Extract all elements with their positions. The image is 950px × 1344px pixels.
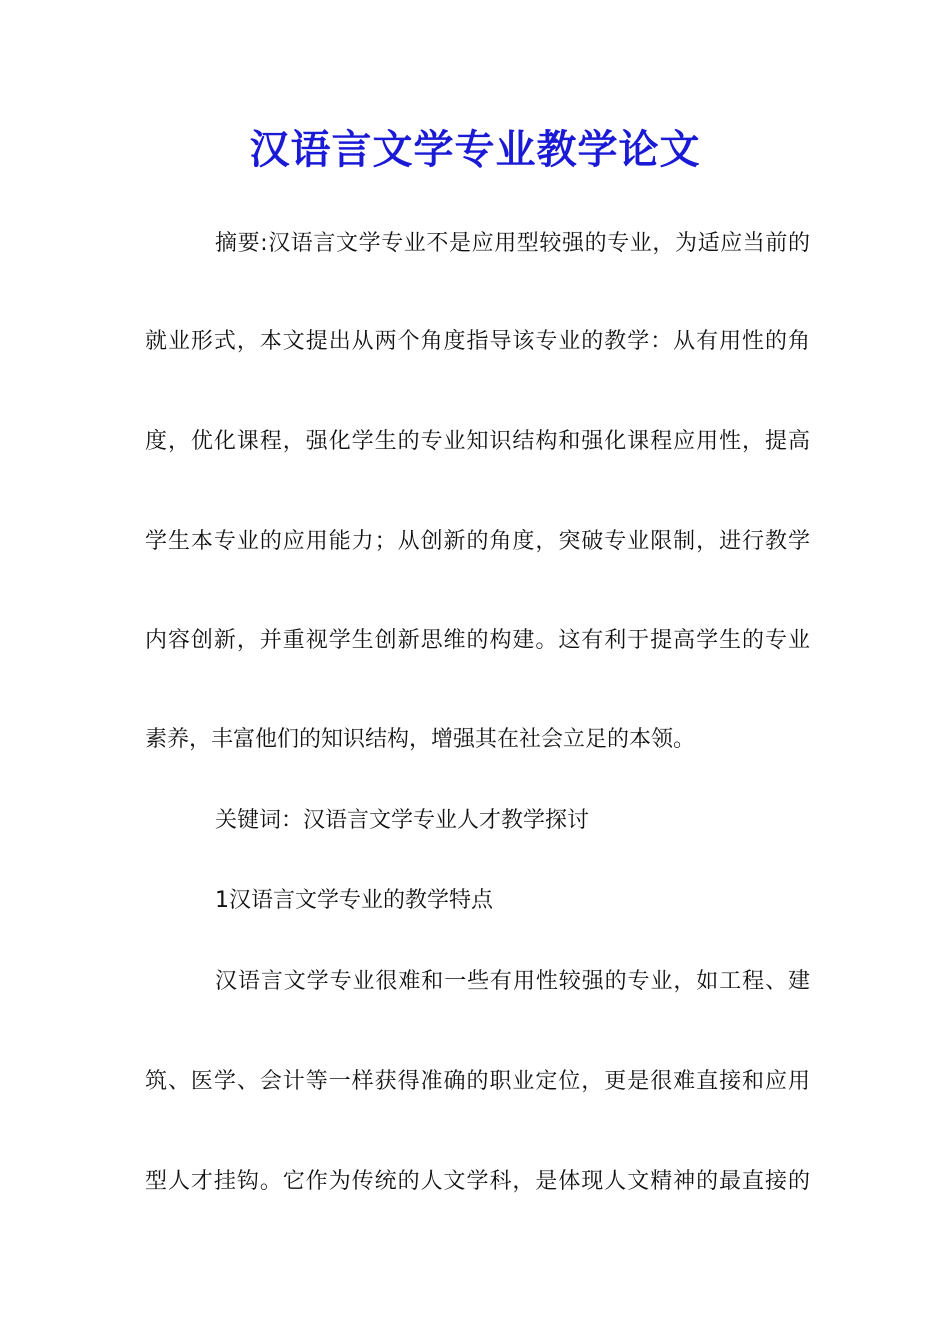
abstract-line-3: 度，优化课程，强化学生的专业知识结构和强化课程应用性，提高	[145, 429, 810, 454]
document-title: 汉语言文学专业教学论文	[249, 126, 701, 173]
abstract-line-4: 学生本专业的应用能力；从创新的角度，突破专业限制，进行教学	[145, 529, 810, 554]
body-line-3: 型人才挂钩。它作为传统的人文学科，是体现人文精神的最直接的	[145, 1169, 810, 1194]
abstract-line-1: 摘要:汉语言文学专业不是应用型较强的专业，为适应当前的	[215, 231, 810, 256]
keywords-line: 关键词：汉语言文学专业人才教学探讨	[215, 808, 590, 833]
body-line-1: 汉语言文学专业很难和一些有用性较强的专业，如工程、建	[215, 969, 810, 994]
abstract-line-2: 就业形式，本文提出从两个角度指导该专业的教学：从有用性的角	[145, 329, 810, 354]
body-line-2: 筑、医学、会计等一样获得准确的职业定位，更是很难直接和应用	[145, 1069, 810, 1094]
section-heading: 1汉语言文学专业的教学特点	[215, 888, 493, 913]
abstract-line-5: 内容创新，并重视学生创新思维的构建。这有利于提高学生的专业	[145, 628, 810, 653]
abstract-line-6: 素养，丰富他们的知识结构，增强其在社会立足的本领。	[145, 727, 696, 752]
